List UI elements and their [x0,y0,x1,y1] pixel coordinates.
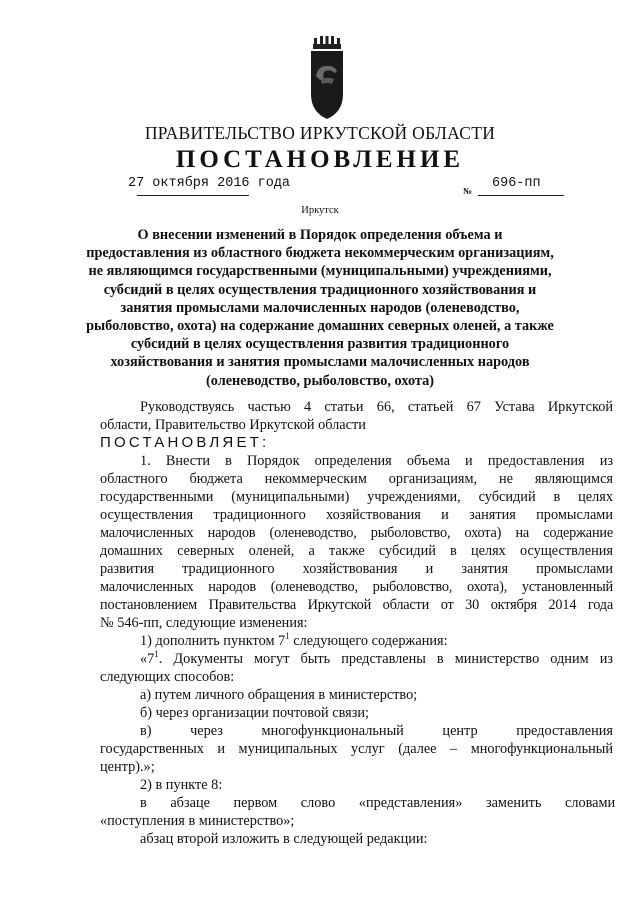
resolves-heading: ПОСТАНОВЛЯЕТ: [100,434,270,451]
decree-number: 696-пп [492,176,541,191]
government-name: ПРАВИТЕЛЬСТВО ИРКУТСКОЙ ОБЛАСТИ [144,123,496,143]
title-line: хозяйствования и занятия промыслами малочисленных народов [110,354,530,371]
coat-of-arms-emblem [310,36,344,120]
title-line: субсидий в целях осуществления традиционного хозяйствования и [103,281,537,298]
decree-title [68,226,572,390]
paragraph-line: малочисленных народов (оленеводство, рыболовство, охота) на содержание [100,525,613,541]
title-line: рыболовство, охота) на содержание домашних северных оленей, а также [86,318,554,335]
list-item: б) через организации почтовой связи; [140,705,369,721]
title-line: О внесении изменений в Порядок определения объема и [137,227,503,243]
paragraph-line: домашних северных оленей, а также субсидий в целях осуществления [100,543,613,559]
preamble-line: Руководствуясь частью 4 статьи 66, статьей 67 Устава Иркутской [140,399,613,415]
paragraph-line: абзац второй изложить в следующей редакции: [140,831,428,847]
list-item: в) через многофункциональный центр предоставления [140,723,613,739]
title-line: (оленеводство, рыболовство, охота) [205,372,435,389]
preamble-line: области, Правительство Иркутской области [100,417,366,433]
list-item: а) путем личного обращения в министерство; [140,687,418,703]
paragraph-line: малочисленных народов (оленеводство, рыболовство, охота), установленный [100,579,613,595]
title-line: субсидий в целях осуществления развития традиционного [130,336,510,353]
paragraph-line: областного бюджета некоммерческим организациям, не являющимся [100,471,613,487]
paragraph-line: № 546-пп, следующие изменения: [100,615,308,631]
paragraph-line: «поступления в министерство»; [100,813,295,829]
document-type-heading: ПОСТАНОВЛЕНИЕ [175,146,465,173]
list-item-continuation: центр).»; [100,759,155,775]
paragraph-line: развития традиционного хозяйствования и занятия промыслами [100,561,613,577]
paragraph-line: осуществления традиционного хозяйствования и занятия промыслами [100,507,613,523]
quoted-clause-line: следующих способов: [100,669,235,685]
paragraph-line: постановлением Правительства Иркутской области от 30 октября 2014 года [100,597,613,613]
paragraph-line: 1. Внести в Порядок определения объема и предоставления из [140,453,613,469]
number-underline [478,195,564,196]
title-line: занятия промыслами малочисленных народов (оленеводство, [120,299,520,316]
date-underline [137,195,249,196]
paragraph-line: государственными (муниципальными) учреждениями, субсидий в целях [100,489,613,505]
title-line: не являющимся государственными (муниципальными) учреждениями, [88,263,552,280]
decree-date: 27 октября 2016 года [128,176,291,191]
paragraph-line: в абзаце первом слово «представления» заменить словами [140,795,616,811]
number-label: № [463,186,473,196]
title-line: предоставления из областного бюджета некоммерческим организациям, [86,245,554,262]
amendment-item: 1) дополнить пунктом $7^1$ следующего содержания: [140,631,448,649]
list-item-continuation: государственных и муниципальных услуг (далее – многофункциональный [100,741,613,757]
quoted-clause-line: «$7^1$. Документы могут быть представлены в министерство одним из [140,649,613,667]
amendment-item: 2) в пункте 8: [140,777,223,793]
city-name: Иркутск [301,205,339,216]
